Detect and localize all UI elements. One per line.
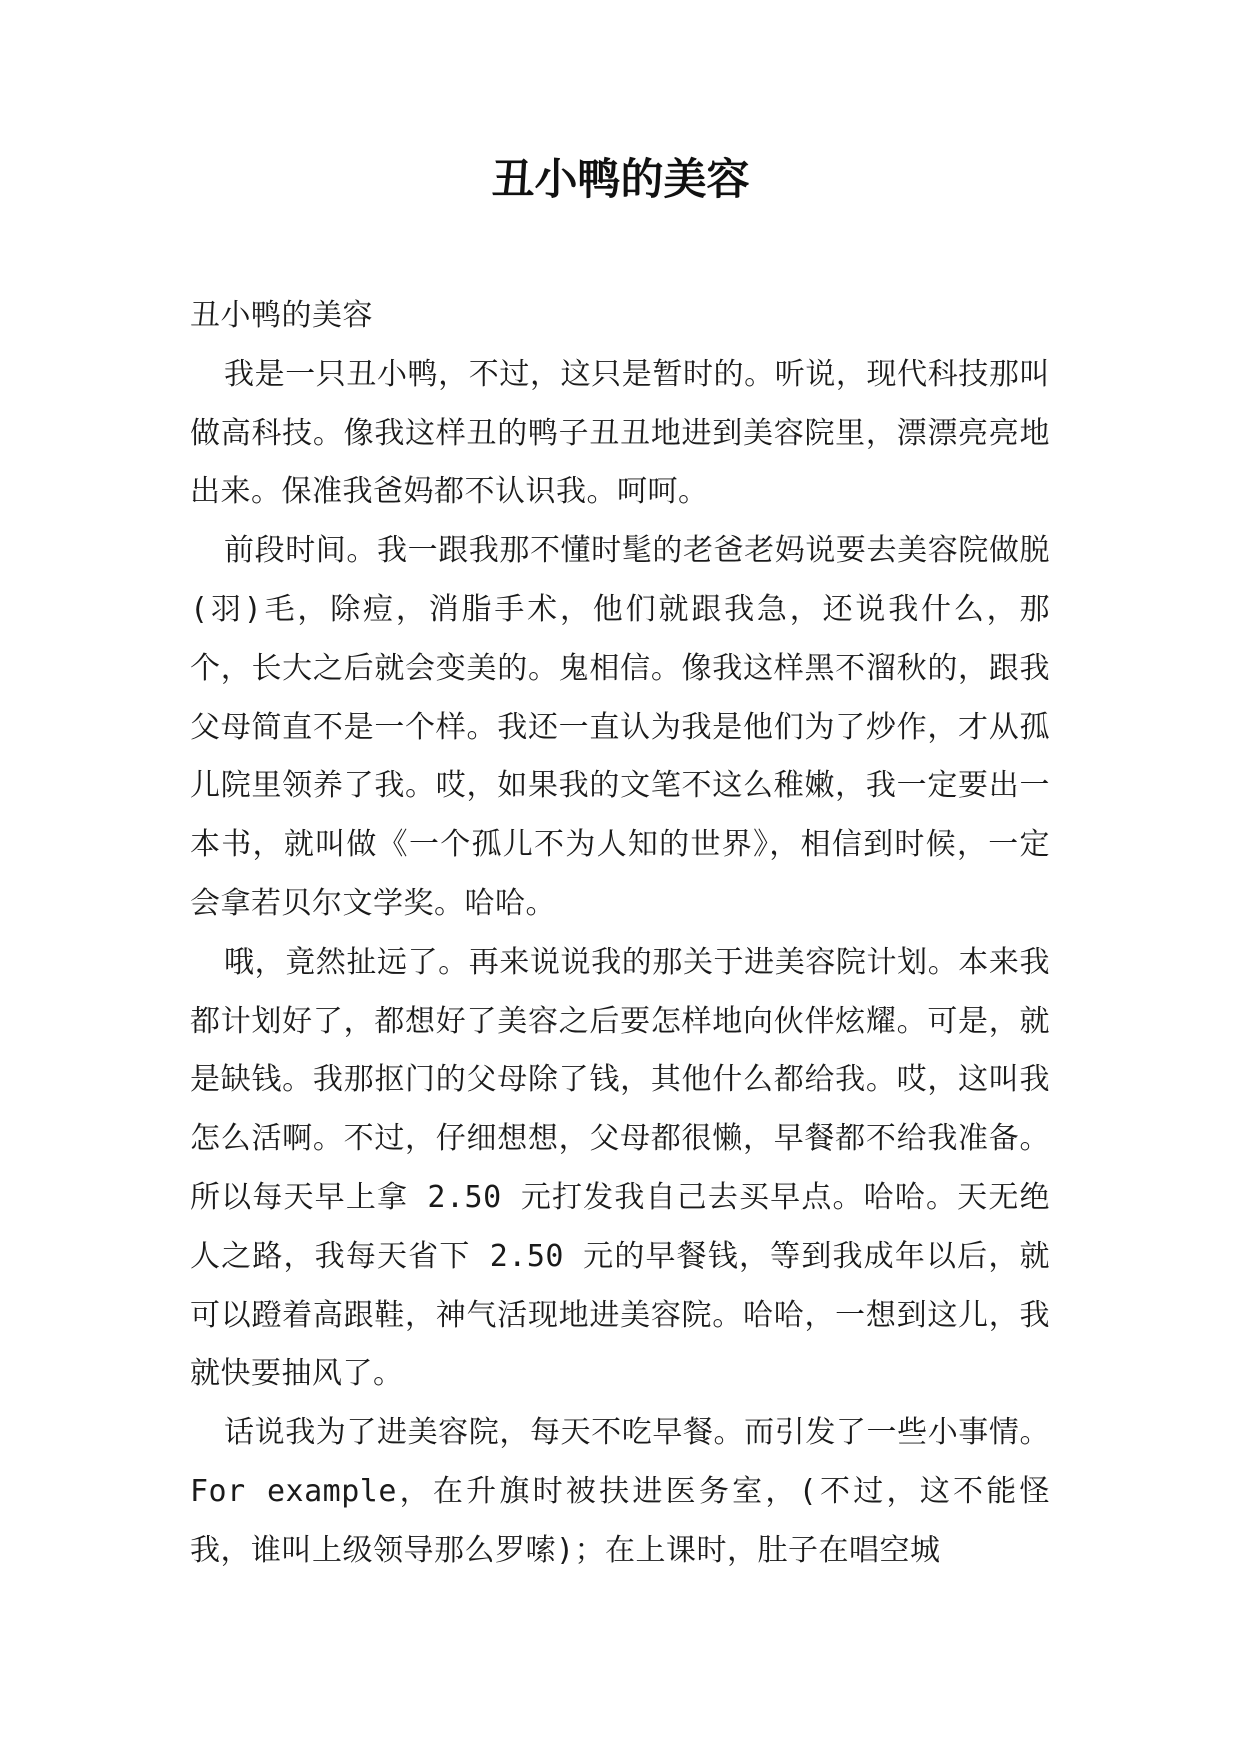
- paragraph: 前段时间。我一跟我那不懂时髦的老爸老妈说要去美容院做脱(羽)毛，除痘，消脂手术，他们就跟我急，还说我什么，那个，长大之后就会变美的。鬼相信。像我这样黑不溜秋的，跟我父母简直不是一个样。我还一直认为我是他们为了炒作，才从孤儿院里领养了我。哎，如果我的文笔不这么稚嫩，我一定要出一本书，就叫做《一个孤儿不为人知的世界》，相信到时候，一定会拿若贝尔文学奖。哈哈。: [190, 533, 1050, 921]
- document-body: [190, 287, 1050, 1581]
- paragraph: 话说我为了进美容院，每天不吃早餐。而引发了一些小事情。For example，在升旗时被扶进医务室，(不过，这不能怪我，谁叫上级领导那么罗嗦)；在上课时，肚子在唱空城: [190, 1415, 1050, 1568]
- paragraph: 哦，竟然扯远了。再来说说我的那关于进美容院计划。本来我都计划好了，都想好了美容之后要怎样地向伙伴炫耀。可是，就是缺钱。我那抠门的父母除了钱，其他什么都给我。哎，这叫我怎么活啊。不过，仔细想想，父母都很懒，早餐都不给我准备。所以每天早上拿 2.50 元打发我自己去买早点。哈哈。天无绝人之路，我每天省下 2.50 元的早餐钱，等到我成年以后，就可以蹬着高跟鞋，神气活现地进美容院。哈哈，一想到这儿，我就快要抽风了。: [190, 944, 1050, 1392]
- document-title: 丑小鸭的美容: [491, 155, 750, 205]
- paragraph: 我是一只丑小鸭，不过，这只是暂时的。听说，现代科技那叫做高科技。像我这样丑的鸭子丑丑地进到美容院里，漂漂亮亮地出来。保准我爸妈都不认识我。呵呵。: [190, 356, 1050, 510]
- document-subtitle: 丑小鸭的美容: [190, 298, 373, 333]
